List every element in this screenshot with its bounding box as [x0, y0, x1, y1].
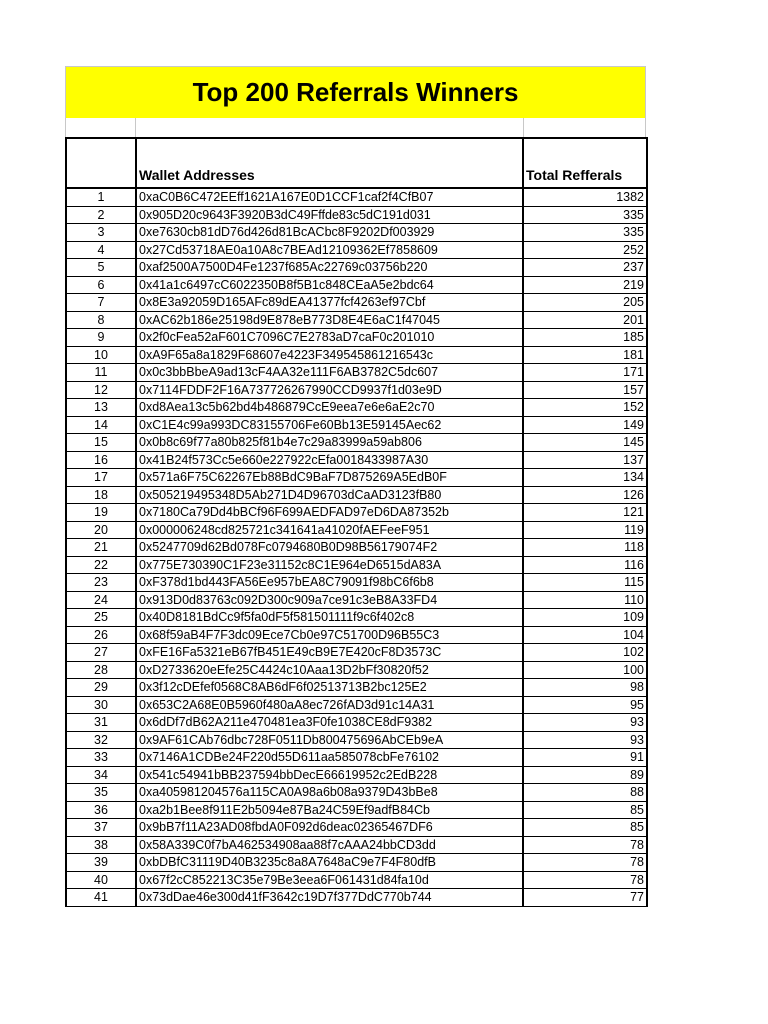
table-row — [66, 661, 647, 679]
total-referrals-cell: 121 — [523, 504, 647, 522]
wallet-address-cell: 0x58A339C0f7bA462534908aa88f7cAAA24bbCD3dd — [136, 836, 523, 854]
table-row — [66, 696, 647, 714]
rank-cell: 14 — [66, 416, 136, 434]
wallet-address-cell: 0x27Cd53718AE0a10A8c7BEAd12109362Ef7858609 — [136, 241, 523, 259]
rank-cell: 39 — [66, 854, 136, 872]
table-row — [66, 206, 647, 224]
rank-cell: 30 — [66, 696, 136, 714]
rank-cell: 41 — [66, 889, 136, 907]
rank-cell: 11 — [66, 364, 136, 382]
rank-cell: 21 — [66, 539, 136, 557]
wallet-address-cell: 0x6dDf7dB62A211e470481ea3F0fe1038CE8dF9382 — [136, 714, 523, 732]
table-row — [66, 346, 647, 364]
wallet-address-cell: 0x0c3bbBbeA9ad13cF4AA32e111F6AB3782C5dc607 — [136, 364, 523, 382]
table-row — [66, 486, 647, 504]
table-row — [66, 399, 647, 417]
total-referrals-cell: 88 — [523, 784, 647, 802]
table-row — [66, 609, 647, 627]
rank-cell: 15 — [66, 434, 136, 452]
rank-cell: 36 — [66, 801, 136, 819]
wallet-address-cell: 0x0b8c69f77a80b825f81b4e7c29a83999a59ab806 — [136, 434, 523, 452]
total-referrals-cell: 205 — [523, 294, 647, 312]
wallet-address-cell: 0x40D8181BdCc9f5fa0dF5f581501111f9c6f402c8 — [136, 609, 523, 627]
wallet-address-cell: 0x41B24f573Cc5e660e227922cEfa0018433987A30 — [136, 451, 523, 469]
table-row — [66, 626, 647, 644]
rank-cell: 29 — [66, 679, 136, 697]
spreadsheet — [65, 66, 646, 907]
wallet-address-cell: 0x000006248cd825721c341641a41020fAEFeeF951 — [136, 521, 523, 539]
total-referrals-cell: 89 — [523, 766, 647, 784]
blank-cell — [136, 118, 524, 137]
wallet-address-cell: 0xC1E4c99a993DC83155706Fe60Bb13E59145Aec62 — [136, 416, 523, 434]
total-referrals-cell: 137 — [523, 451, 647, 469]
rank-cell: 28 — [66, 661, 136, 679]
total-referrals-cell: 77 — [523, 889, 647, 907]
total-referrals-cell: 157 — [523, 381, 647, 399]
wallet-address-cell: 0x68f59aB4F7F3dc09Ece7Cb0e97C51700D96B55C3 — [136, 626, 523, 644]
wallet-address-cell: 0xa405981204576a115CA0A98a6b08a9379D43bBe8 — [136, 784, 523, 802]
blank-row — [65, 118, 646, 137]
rank-cell: 23 — [66, 574, 136, 592]
wallet-address-cell: 0xD2733620eEfe25C4424c10Aaa13D2bFf30820f52 — [136, 661, 523, 679]
wallet-address-cell: 0xAC62b186e25198d9E878eB773D8E4E6aC1f47045 — [136, 311, 523, 329]
total-referrals-cell: 152 — [523, 399, 647, 417]
total-referrals-cell: 78 — [523, 871, 647, 889]
table-row — [66, 784, 647, 802]
total-referrals-cell: 149 — [523, 416, 647, 434]
total-referrals-cell: 185 — [523, 329, 647, 347]
table-row — [66, 539, 647, 557]
total-referrals-cell: 219 — [523, 276, 647, 294]
rank-cell: 25 — [66, 609, 136, 627]
wallet-address-cell: 0xF378d1bd443FA56Ee957bEA8C79091f98bC6f6b8 — [136, 574, 523, 592]
rank-cell: 17 — [66, 469, 136, 487]
total-referrals-cell: 91 — [523, 749, 647, 767]
wallet-address-cell: 0xaf2500A7500D4Fe1237f685Ac22769c03756b220 — [136, 259, 523, 277]
table-row — [66, 241, 647, 259]
table-row — [66, 469, 647, 487]
total-referrals-cell: 85 — [523, 819, 647, 837]
total-referrals-cell: 119 — [523, 521, 647, 539]
table-row — [66, 591, 647, 609]
rank-cell: 37 — [66, 819, 136, 837]
rank-cell: 16 — [66, 451, 136, 469]
wallet-address-cell: 0x5247709d62Bd078Fc0794680B0D98B56179074F2 — [136, 539, 523, 557]
rank-cell: 38 — [66, 836, 136, 854]
table-row — [66, 679, 647, 697]
total-referrals-cell: 118 — [523, 539, 647, 557]
rank-cell: 40 — [66, 871, 136, 889]
wallet-address-cell: 0x9AF61CAb76dbc728F0511Db800475696AbCEb9eA — [136, 731, 523, 749]
table-row — [66, 381, 647, 399]
total-referrals-cell: 145 — [523, 434, 647, 452]
table-row — [66, 871, 647, 889]
rank-cell: 7 — [66, 294, 136, 312]
rank-cell: 33 — [66, 749, 136, 767]
wallet-address-cell: 0x7114FDDF2F16A737726267990CCD9937f1d03e9D — [136, 381, 523, 399]
total-referrals-cell: 181 — [523, 346, 647, 364]
total-header: Total Refferals — [523, 138, 647, 188]
total-referrals-cell: 78 — [523, 836, 647, 854]
table-row — [66, 714, 647, 732]
wallet-address-cell: 0x3f12cDEfef0568C8AB6dF6f02513713B2bc125E2 — [136, 679, 523, 697]
wallet-address-cell: 0xe7630cb81dD76d426d81BcACbc8F9202Df003929 — [136, 224, 523, 242]
rank-cell: 6 — [66, 276, 136, 294]
rank-cell: 19 — [66, 504, 136, 522]
rank-cell: 32 — [66, 731, 136, 749]
rank-cell: 12 — [66, 381, 136, 399]
rank-cell: 13 — [66, 399, 136, 417]
rank-cell: 31 — [66, 714, 136, 732]
table-row — [66, 329, 647, 347]
table-row — [66, 224, 647, 242]
rank-cell: 26 — [66, 626, 136, 644]
rank-cell: 34 — [66, 766, 136, 784]
wallet-address-cell: 0xaC0B6C472EEff1621A167E0D1CCF1caf2f4CfB07 — [136, 188, 523, 206]
total-referrals-cell: 335 — [523, 224, 647, 242]
total-referrals-cell: 335 — [523, 206, 647, 224]
wallet-address-cell: 0x7146A1CDBe24F220d55D611aa585078cbFe76102 — [136, 749, 523, 767]
total-referrals-cell: 85 — [523, 801, 647, 819]
wallet-address-cell: 0x9bB7f11A23AD08fbdA0F092d6deac02365467DF6 — [136, 819, 523, 837]
table-row — [66, 434, 647, 452]
table-row — [66, 749, 647, 767]
table-row — [66, 644, 647, 662]
table-row — [66, 731, 647, 749]
wallet-address-cell: 0xd8Aea13c5b62bd4b486879CcE9eea7e6e6aE2c70 — [136, 399, 523, 417]
wallet-address-cell: 0x7180Ca79Dd4bBCf96F699AEDFAD97eD6DA87352b — [136, 504, 523, 522]
rank-cell: 18 — [66, 486, 136, 504]
rank-cell: 8 — [66, 311, 136, 329]
table-row — [66, 451, 647, 469]
table-row — [66, 836, 647, 854]
total-referrals-cell: 201 — [523, 311, 647, 329]
table-row — [66, 504, 647, 522]
wallet-address-cell: 0x8E3a92059D165AFc89dEA41377fcf4263ef97Cbf — [136, 294, 523, 312]
rank-header — [66, 138, 136, 188]
wallet-address-cell: 0xA9F65a8a1829F68607e4223F349545861216543c — [136, 346, 523, 364]
total-referrals-cell: 98 — [523, 679, 647, 697]
wallet-address-cell: 0x73dDae46e300d41fF3642c19D7f377DdC770b744 — [136, 889, 523, 907]
blank-cell — [524, 118, 645, 137]
table-row — [66, 188, 647, 206]
table-row — [66, 276, 647, 294]
table-row — [66, 889, 647, 907]
wallet-address-cell: 0x913D0d83763c092D300c909a7ce91c3eB8A33FD4 — [136, 591, 523, 609]
title-banner — [65, 66, 646, 118]
total-referrals-cell: 126 — [523, 486, 647, 504]
rank-cell: 4 — [66, 241, 136, 259]
wallet-address-cell: 0x571a6F75C62267Eb88BdC9BaF7D875269A5EdB0F — [136, 469, 523, 487]
total-referrals-cell: 134 — [523, 469, 647, 487]
total-referrals-cell: 237 — [523, 259, 647, 277]
total-referrals-cell: 110 — [523, 591, 647, 609]
total-referrals-cell: 252 — [523, 241, 647, 259]
total-referrals-cell: 116 — [523, 556, 647, 574]
table-row — [66, 294, 647, 312]
total-referrals-cell: 115 — [523, 574, 647, 592]
total-referrals-cell: 1382 — [523, 188, 647, 206]
table-row — [66, 521, 647, 539]
table-row — [66, 311, 647, 329]
total-referrals-cell: 102 — [523, 644, 647, 662]
table-row — [66, 259, 647, 277]
wallet-address-cell: 0x2f0cFea52aF601C7096C7E2783aD7caF0c201010 — [136, 329, 523, 347]
table-row — [66, 416, 647, 434]
total-referrals-cell: 93 — [523, 731, 647, 749]
table-row — [66, 574, 647, 592]
wallet-address-cell: 0x541c54941bBB237594bbDecE66619952c2EdB228 — [136, 766, 523, 784]
rank-cell: 10 — [66, 346, 136, 364]
table-row — [66, 556, 647, 574]
rank-cell: 22 — [66, 556, 136, 574]
table-body — [66, 188, 647, 906]
table-row — [66, 801, 647, 819]
rank-cell: 2 — [66, 206, 136, 224]
total-referrals-cell: 93 — [523, 714, 647, 732]
page-title: Top 200 Referrals Winners — [192, 77, 519, 107]
total-referrals-cell: 104 — [523, 626, 647, 644]
wallet-address-cell: 0x653C2A68E0B5960f480aA8ec726fAD3d91c14A31 — [136, 696, 523, 714]
wallet-address-cell: 0x905D20c9643F3920B3dC49Fffde83c5dC191d031 — [136, 206, 523, 224]
wallet-address-cell: 0xbDBfC31119D40B3235c8a8A7648aC9e7F4F80dfB — [136, 854, 523, 872]
rank-cell: 20 — [66, 521, 136, 539]
rank-cell: 3 — [66, 224, 136, 242]
wallet-address-cell: 0xFE16Fa5321eB67fB451E49cB9E7E420cF8D3573C — [136, 644, 523, 662]
rank-cell: 27 — [66, 644, 136, 662]
rank-cell: 35 — [66, 784, 136, 802]
wallet-header: Wallet Addresses — [136, 138, 523, 188]
table-row — [66, 766, 647, 784]
table-row — [66, 364, 647, 382]
header-row — [66, 138, 647, 188]
rank-cell: 24 — [66, 591, 136, 609]
total-referrals-cell: 109 — [523, 609, 647, 627]
rank-cell: 1 — [66, 188, 136, 206]
total-referrals-cell: 171 — [523, 364, 647, 382]
referrals-table — [65, 137, 648, 907]
wallet-address-cell: 0x505219495348D5Ab271D4D96703dCaAD3123fB80 — [136, 486, 523, 504]
total-referrals-cell: 78 — [523, 854, 647, 872]
total-referrals-cell: 95 — [523, 696, 647, 714]
wallet-address-cell: 0xa2b1Bee8f911E2b5094e87Ba24C59Ef9adfB84Cb — [136, 801, 523, 819]
rank-cell: 9 — [66, 329, 136, 347]
wallet-address-cell: 0x775E730390C1F23e31152c8C1E964eD6515dA83A — [136, 556, 523, 574]
table-row — [66, 854, 647, 872]
wallet-address-cell: 0x41a1c6497cC6022350B8f5B1c848CEaA5e2bdc64 — [136, 276, 523, 294]
table-row — [66, 819, 647, 837]
blank-cell — [66, 118, 136, 137]
rank-cell: 5 — [66, 259, 136, 277]
wallet-address-cell: 0x67f2cC852213C35e79Be3eea6F061431d84fa10d — [136, 871, 523, 889]
total-referrals-cell: 100 — [523, 661, 647, 679]
